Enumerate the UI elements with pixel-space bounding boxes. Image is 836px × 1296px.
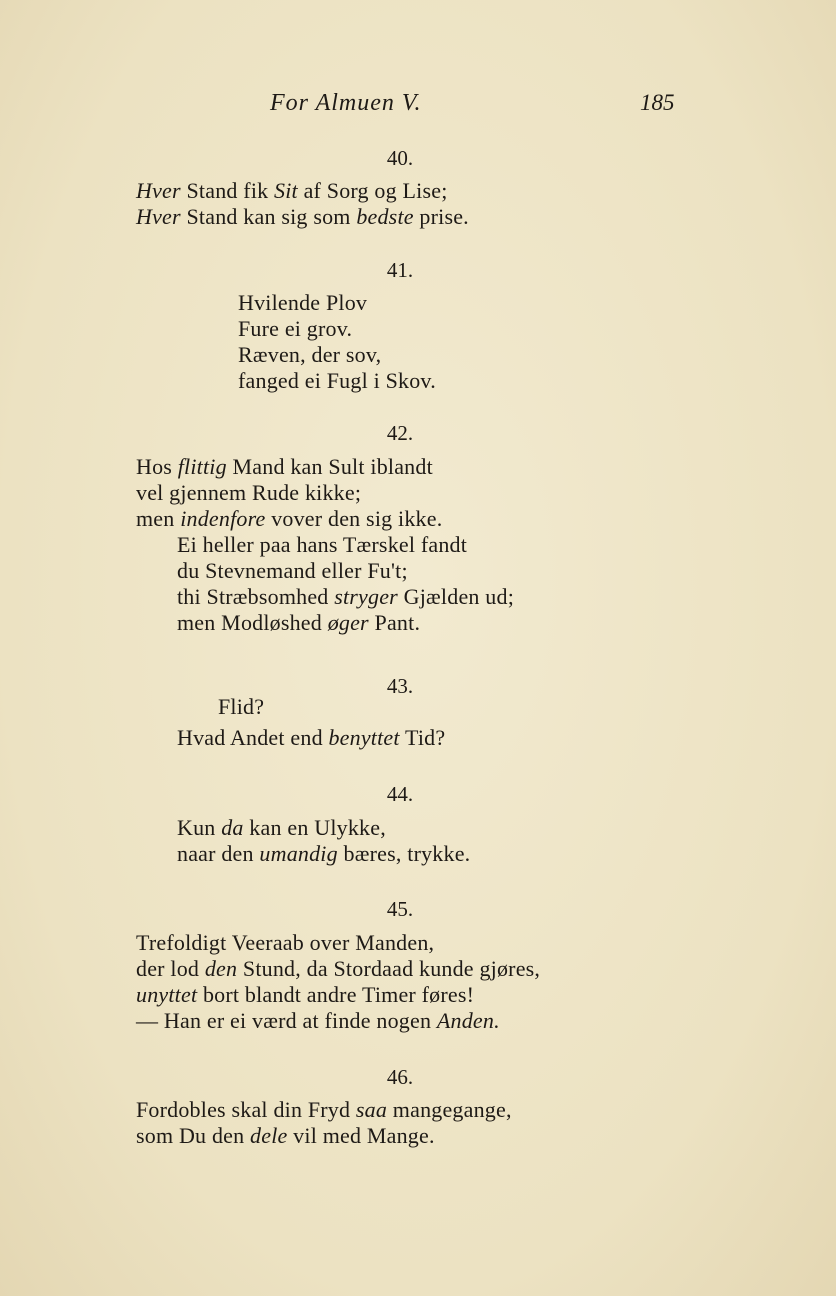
- stanza-number: 42.: [386, 421, 414, 445]
- verse-line: Hver Stand fik Sit af Sorg og Lise;: [136, 178, 448, 203]
- verse-line: Hvilende Plov: [238, 290, 368, 315]
- verse-line: Hver Stand kan sig som bedste prise.: [136, 204, 469, 229]
- verse-line: Flid?: [218, 694, 265, 719]
- stanza-number: 43.: [386, 674, 414, 698]
- verse-line: Hos flittig Mand kan Sult iblandt: [136, 454, 433, 479]
- verse-line: vel gjennem Rude kikke;: [136, 480, 362, 505]
- verse-line: men indenfore vover den sig ikke.: [136, 506, 443, 531]
- verse-line: du Stevnemand eller Fu't;: [177, 558, 408, 583]
- verse-line: Kun da kan en Ulykke,: [177, 815, 386, 840]
- verse-line: Hvad Andet end benyttet Tid?: [177, 725, 446, 750]
- verse-line: naar den umandig bæres, trykke.: [177, 841, 471, 866]
- page-number: 185: [640, 90, 675, 115]
- running-header-title: For Almuen V.: [270, 90, 422, 116]
- verse-line: fanged ei Fugl i Skov.: [238, 368, 436, 393]
- verse-line: Ræven, der sov,: [238, 342, 382, 367]
- verse-line: unyttet bort blandt andre Timer føres!: [136, 982, 475, 1007]
- stanza-number: 46.: [386, 1065, 414, 1089]
- stanza-number: 40.: [386, 146, 414, 170]
- verse-line: — Han er ei værd at finde nogen Anden.: [136, 1008, 500, 1033]
- verse-line: som Du den dele vil med Mange.: [136, 1123, 435, 1148]
- verse-line: Fure ei grov.: [238, 316, 353, 341]
- verse-line: men Modløshed øger Pant.: [177, 610, 421, 635]
- verse-line: Fordobles skal din Fryd saa mangegange,: [136, 1097, 512, 1122]
- stanza-number: 45.: [386, 897, 414, 921]
- stanza-number: 44.: [386, 782, 414, 806]
- verse-line: Trefoldigt Veeraab over Manden,: [136, 930, 435, 955]
- verse-line: thi Stræbsomhed stryger Gjælden ud;: [177, 584, 515, 609]
- stanza-number: 41.: [386, 258, 414, 282]
- verse-line: Ei heller paa hans Tærskel fandt: [177, 532, 468, 557]
- verse-line: der lod den Stund, da Stordaad kunde gjøres,: [136, 956, 541, 981]
